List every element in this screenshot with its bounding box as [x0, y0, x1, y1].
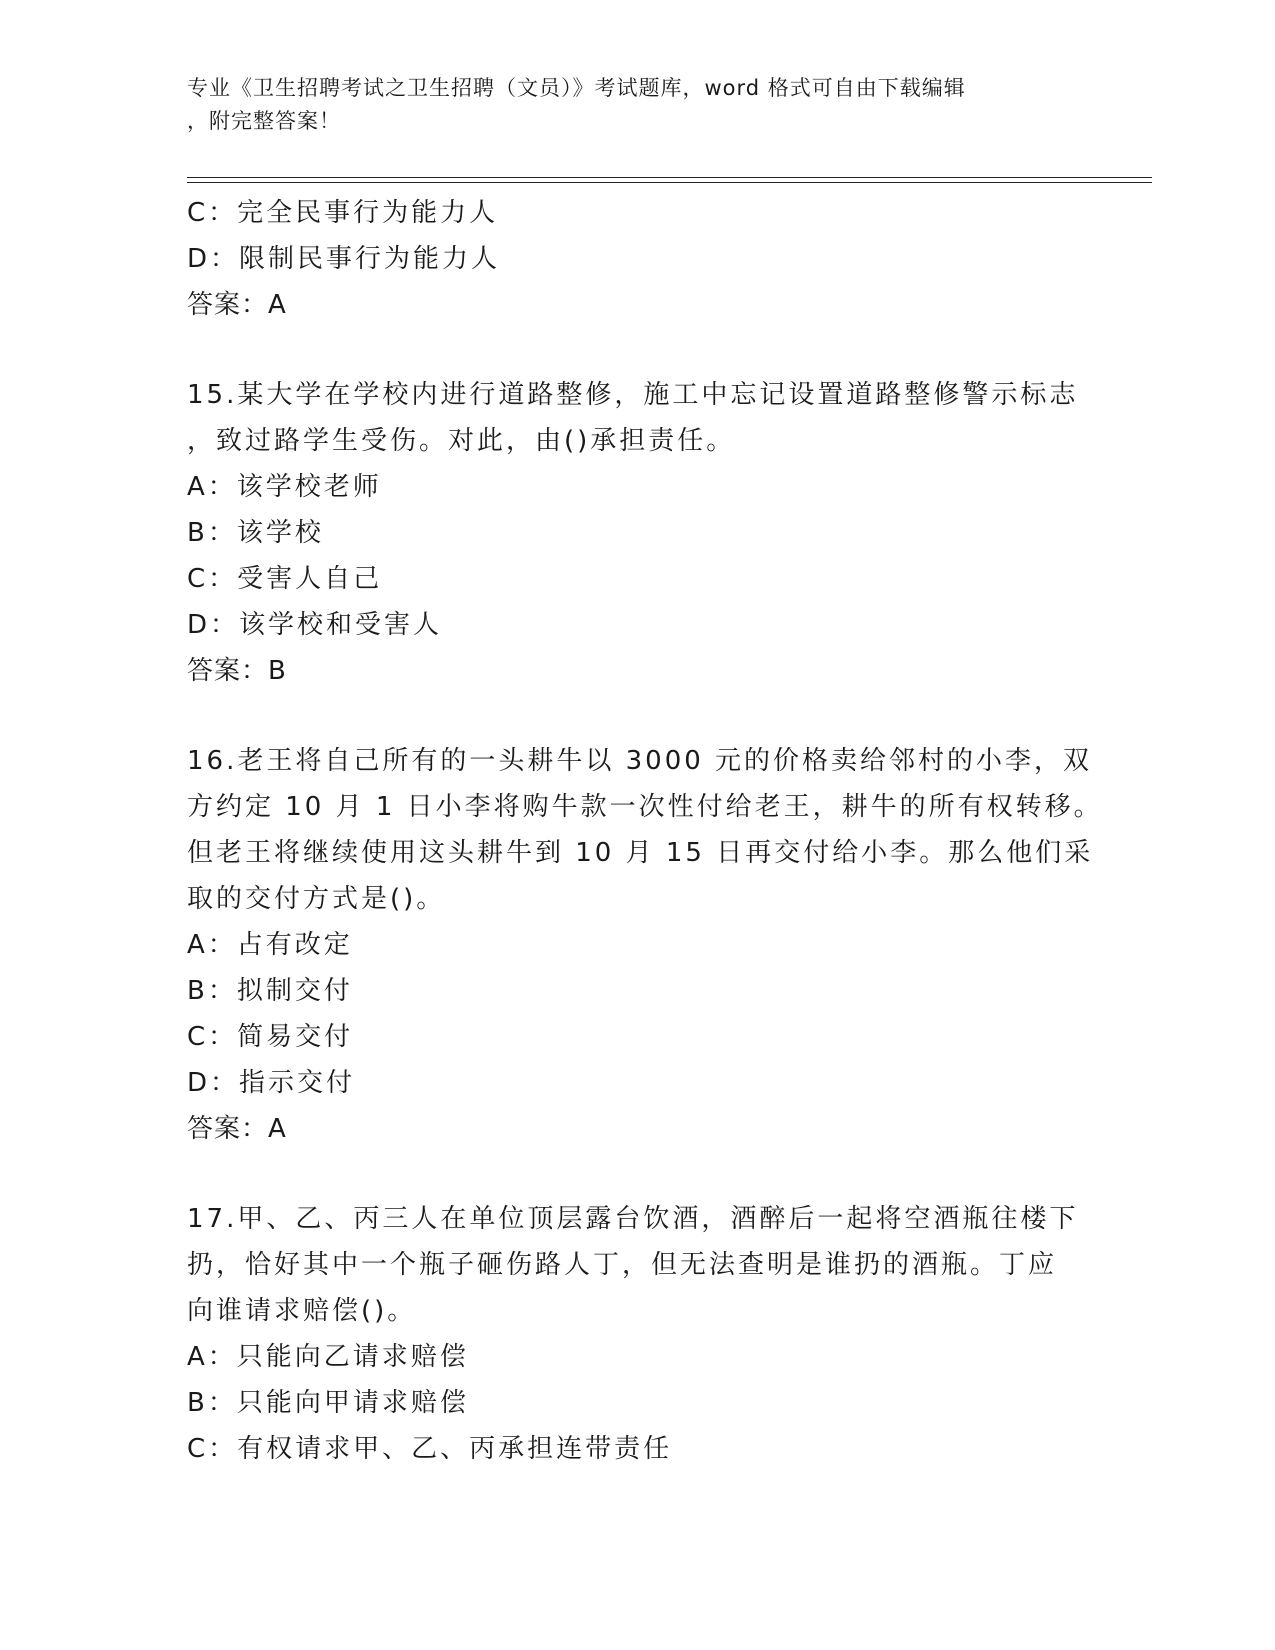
question-stem: 15.某大学在学校内进行道路整修，施工中忘记设置道路整修警示标志 — [187, 380, 1079, 410]
question-stem: ，致过路学生受伤。对此，由()承担责任。 — [187, 426, 736, 456]
question-17 — [187, 1196, 1087, 1472]
document-body — [187, 190, 1103, 1472]
option-a: A：只能向乙请求赔偿 — [187, 1342, 469, 1372]
spacer — [187, 328, 1087, 372]
question-stem: 扔，恰好其中一个瓶子砸伤路人丁，但无法查明是谁扔的酒瓶。丁应 — [187, 1250, 1058, 1280]
answer-line: 答案：B — [187, 656, 287, 686]
document-header — [187, 72, 1087, 138]
header-divider-top — [187, 177, 1152, 178]
header-line-1: 专业《卫生招聘考试之卫生招聘（文员）》考试题库，word 格式可自由下载编辑 — [187, 76, 966, 100]
option-c: C：简易交付 — [187, 1022, 354, 1052]
option-c: C：受害人自己 — [187, 564, 383, 594]
answer-line: 答案：A — [187, 290, 287, 320]
option-d: D：指示交付 — [187, 1068, 356, 1098]
question-stem: 方约定 10 月 1 日小李将购牛款一次性付给老王，耕牛的所有权转移。 — [187, 792, 1103, 822]
question-15 — [187, 372, 1087, 694]
question-stem: 但老王将继续使用这头耕牛到 10 月 15 日再交付给小李。那么他们采 — [187, 838, 1094, 868]
question-16 — [187, 738, 1103, 1152]
option-b: B：只能向甲请求赔偿 — [187, 1388, 469, 1418]
option-a: A：该学校老师 — [187, 472, 382, 502]
header-divider-bottom — [187, 182, 1152, 183]
question-14-tail — [187, 190, 1087, 328]
question-stem: 向谁请求赔偿()。 — [187, 1296, 417, 1326]
spacer — [187, 694, 1087, 738]
question-stem: 取的交付方式是()。 — [187, 884, 446, 914]
option-b: B：拟制交付 — [187, 976, 353, 1006]
option-a: A：占有改定 — [187, 930, 353, 960]
header-line-2: ，附完整答案！ — [187, 109, 341, 133]
option-d: D：该学校和受害人 — [187, 610, 443, 640]
spacer — [187, 1152, 1087, 1196]
question-stem: 16.老王将自己所有的一头耕牛以 3000 元的价格卖给邻村的小李，双 — [187, 746, 1093, 776]
option-c: C：完全民事行为能力人 — [187, 198, 499, 228]
question-stem: 17.甲、乙、丙三人在单位顶层露台饮酒，酒醉后一起将空酒瓶往楼下 — [187, 1204, 1079, 1234]
answer-line: 答案：A — [187, 1114, 287, 1144]
option-d: D：限制民事行为能力人 — [187, 244, 501, 274]
option-c: C：有权请求甲、乙、丙承担连带责任 — [187, 1434, 673, 1464]
option-b: B：该学校 — [187, 518, 324, 548]
